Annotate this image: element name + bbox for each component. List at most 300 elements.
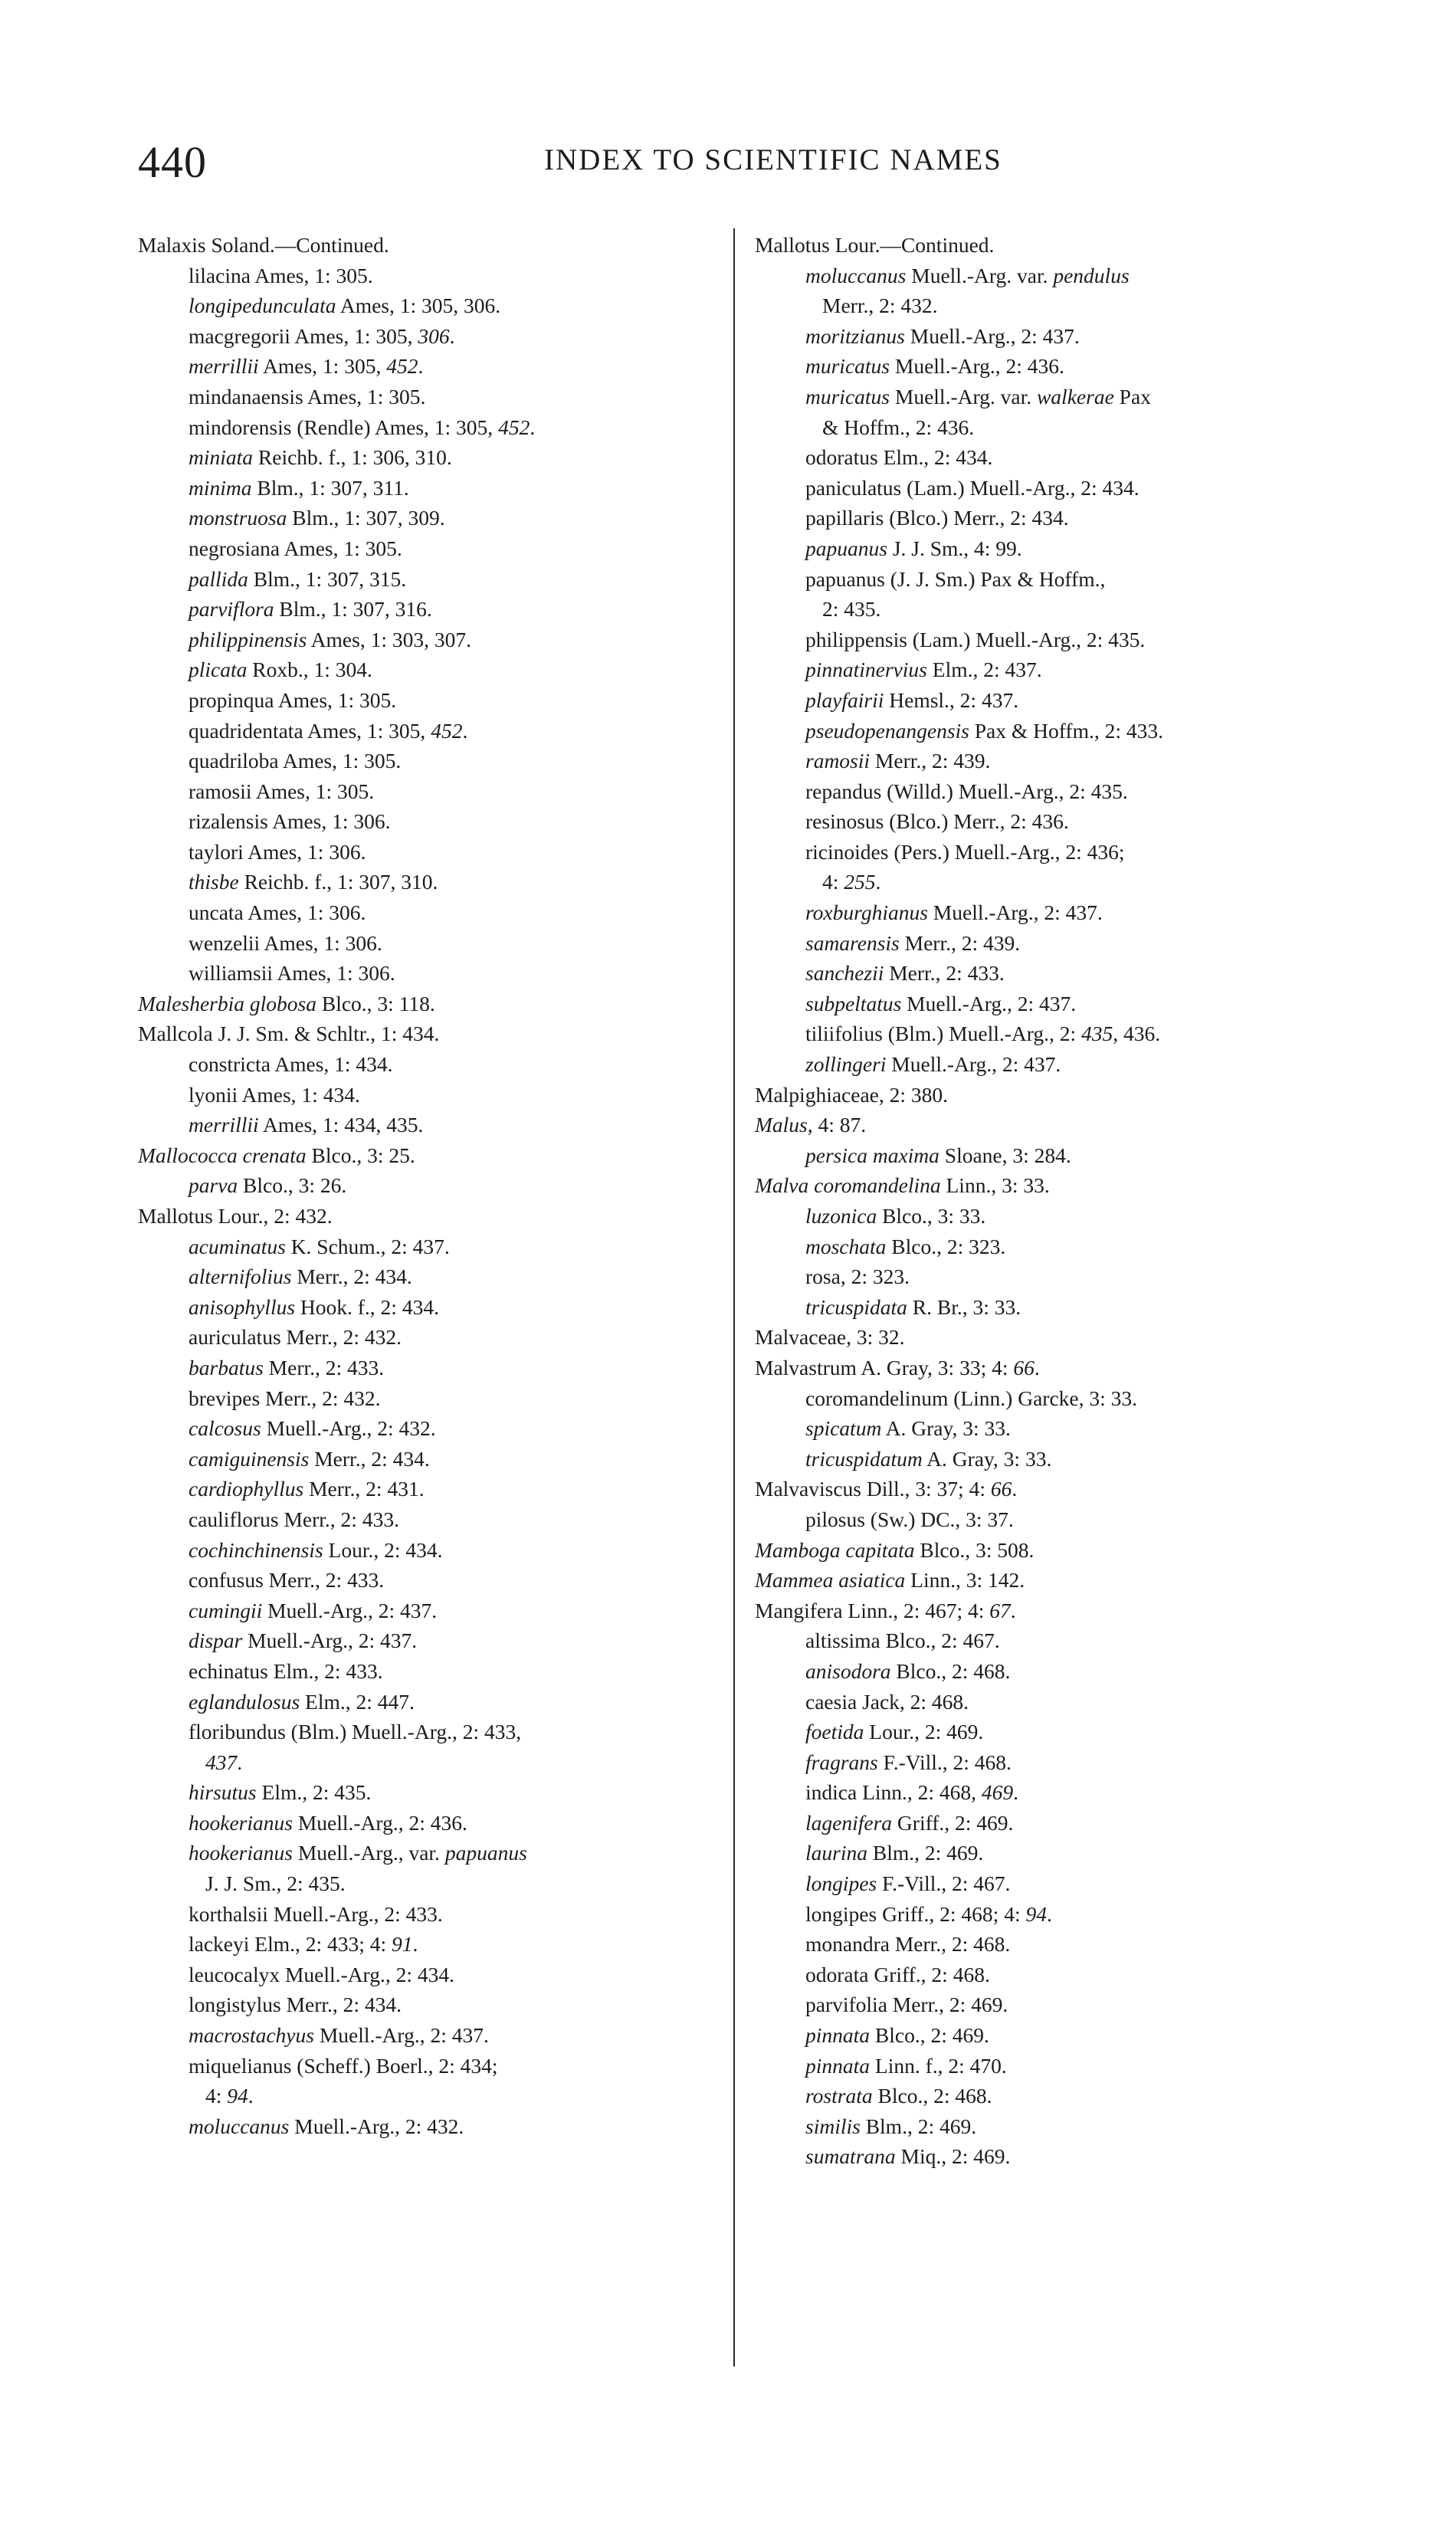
- index-entry: [755, 594, 1368, 625]
- index-entry: [755, 564, 1368, 595]
- entry-text: Blco., 2: 323.: [886, 1234, 1006, 1258]
- entry-text: Merr., 2: 433.: [884, 961, 1005, 986]
- index-heading-entry: [755, 1170, 1368, 1201]
- entry-text: Blco., 3: 508.: [914, 1537, 1035, 1562]
- entry-text: cochinchinensis: [189, 1537, 323, 1562]
- entry-text: Malvaviscus Dill., 3: 37; 4:: [755, 1477, 991, 1501]
- index-entry: [755, 351, 1368, 382]
- index-entry: [755, 1656, 1368, 1687]
- index-entry: [755, 503, 1368, 533]
- index-entry: [138, 1960, 728, 1990]
- index-entry: [138, 594, 728, 625]
- entry-text: Merr., 2: 439.: [899, 930, 1021, 955]
- index-column-left: [138, 230, 728, 2141]
- entry-text: 94: [1025, 1901, 1047, 1926]
- index-entry: [755, 897, 1368, 928]
- page-number: 440: [138, 137, 207, 187]
- index-entry: [138, 533, 728, 564]
- index-entry: [755, 1049, 1368, 1080]
- entry-text: Merr., 2: 439.: [870, 749, 991, 773]
- entry-text: ramosii Ames, 1: 305.: [189, 779, 375, 803]
- entry-text: , 4: 87.: [807, 1113, 867, 1137]
- entry-text: mindorensis (Rendle) Ames, 1: 305,: [189, 415, 499, 439]
- column-divider: [733, 228, 735, 2367]
- entry-text: playfairii: [805, 687, 884, 712]
- index-entry: [138, 716, 728, 746]
- index-entry: [755, 412, 1368, 443]
- index-entry: [138, 382, 728, 412]
- entry-text: ricinoides (Pers.) Muell.-Arg., 2: 436;: [805, 839, 1125, 864]
- entry-text: auriculatus Merr., 2: 432.: [189, 1325, 402, 1350]
- entry-text: Mangifera Linn., 2: 467; 4:: [755, 1598, 990, 1622]
- index-entry: [138, 928, 728, 959]
- index-entry: [138, 261, 728, 291]
- entry-text: R. Br., 3: 33.: [907, 1294, 1021, 1319]
- index-entry: [755, 1201, 1368, 1232]
- entry-text: 66: [1013, 1355, 1035, 1379]
- entry-text: 306: [418, 323, 450, 348]
- entry-text: Blm., 1: 307, 315.: [248, 566, 407, 591]
- index-entry: [755, 442, 1368, 473]
- index-entry: [138, 1929, 728, 1960]
- entry-text: calcosus: [189, 1416, 261, 1441]
- index-heading-entry: [755, 1080, 1368, 1110]
- entry-text: uncata Ames, 1: 306.: [189, 900, 366, 925]
- entry-text: longipes: [805, 1871, 877, 1896]
- entry-text: Linn. f., 2: 470.: [870, 2053, 1007, 2078]
- index-entry: [755, 261, 1368, 291]
- entry-text: lyonii Ames, 1: 434.: [189, 1082, 360, 1107]
- entry-text: ramosii: [805, 749, 871, 773]
- index-entry: [755, 867, 1368, 897]
- entry-text: luzonica: [805, 1204, 877, 1228]
- entry-text: 452: [386, 354, 418, 379]
- index-entry: [138, 442, 728, 473]
- index-entry: [138, 1777, 728, 1808]
- entry-text: moschata: [805, 1234, 887, 1258]
- entry-text: J. J. Sm., 4: 99.: [887, 536, 1022, 560]
- index-entry: [138, 1899, 728, 1930]
- index-heading-entry: [755, 1474, 1368, 1504]
- entry-text: Blco., 3: 25.: [306, 1143, 415, 1167]
- entry-text: Muell.-Arg., 2: 437.: [886, 1052, 1061, 1077]
- index-entry: [138, 1596, 728, 1626]
- entry-text: Blm., 1: 307, 309.: [287, 506, 445, 530]
- entry-text: mindanaensis Ames, 1: 305.: [189, 384, 426, 408]
- entry-text: papuanus: [805, 536, 887, 560]
- index-entry: [755, 806, 1368, 837]
- entry-text: F.-Vill., 2: 467.: [877, 1871, 1011, 1896]
- entry-text: muricatus: [805, 384, 890, 408]
- index-heading-entry: [755, 1535, 1368, 1566]
- entry-text: longipes Griff., 2: 468; 4:: [805, 1901, 1026, 1926]
- entry-text: roxburghianus: [805, 900, 928, 925]
- entry-text: williamsii Ames, 1: 306.: [189, 961, 395, 986]
- entry-text: Blco., 3: 26.: [238, 1173, 347, 1198]
- entry-text: eglandulosus: [189, 1689, 300, 1714]
- entry-text: Elm., 2: 437.: [926, 658, 1042, 682]
- index-entry: [755, 837, 1368, 868]
- entry-text: 437: [205, 1750, 238, 1774]
- entry-text: .: [1034, 1355, 1040, 1379]
- entry-text: Merr., 2: 431.: [303, 1477, 425, 1501]
- entry-text: papuanus: [444, 1841, 527, 1865]
- entry-text: rosa, 2: 323.: [805, 1264, 910, 1289]
- entry-text: Linn., 3: 142.: [905, 1568, 1025, 1593]
- entry-text: Muell.-Arg., 2: 437.: [313, 2023, 489, 2048]
- entry-text: longistylus Merr., 2: 434.: [189, 1993, 402, 2017]
- index-entry: [138, 1383, 728, 1414]
- entry-text: Muell.-Arg., var.: [292, 1841, 445, 1865]
- entry-text: pallida: [189, 566, 248, 591]
- index-entry: [755, 1261, 1368, 1292]
- entry-text: Elm., 2: 447.: [300, 1689, 415, 1714]
- entry-text: Merr., 2: 434.: [309, 1446, 430, 1471]
- entry-text: floribundus (Blm.) Muell.-Arg., 2: 433,: [189, 1720, 522, 1744]
- entry-text: tricuspidatum: [805, 1446, 923, 1471]
- entry-text: Muell.-Arg., 2: 436.: [292, 1810, 467, 1835]
- entry-text: monandra Merr., 2: 468.: [805, 1932, 1011, 1957]
- index-entry: [755, 1018, 1368, 1049]
- index-entry: [138, 412, 728, 443]
- entry-text: laurina: [805, 1841, 867, 1865]
- index-entry: [138, 1080, 728, 1110]
- entry-text: quadriloba Ames, 1: 305.: [189, 749, 402, 773]
- entry-text: .: [449, 323, 455, 348]
- entry-text: taylori Ames, 1: 306.: [189, 839, 366, 864]
- entry-text: Muell.-Arg. var.: [890, 384, 1037, 408]
- index-entry: [138, 1687, 728, 1717]
- entry-text: tiliifolius (Blm.) Muell.-Arg., 2:: [805, 1022, 1082, 1046]
- index-entry: [755, 473, 1368, 504]
- index-entry: [138, 1474, 728, 1504]
- entry-text: A. Gray, 3: 33.: [922, 1446, 1052, 1471]
- entry-text: walkerae: [1036, 384, 1114, 408]
- entry-text: constricta Ames, 1: 434.: [189, 1052, 393, 1077]
- index-entry: [755, 1413, 1368, 1444]
- index-entry: [755, 290, 1368, 321]
- entry-text: plicata: [189, 658, 248, 682]
- entry-text: philippensis (Lam.) Muell.-Arg., 2: 435.: [805, 627, 1146, 651]
- index-entry: [755, 1808, 1368, 1839]
- entry-text: Hemsl., 2: 437.: [884, 687, 1019, 712]
- entry-text: J. J. Sm., 2: 435.: [205, 1871, 346, 1896]
- entry-text: Blco., 2: 469.: [870, 2023, 989, 2048]
- index-heading-entry: [138, 1018, 728, 1049]
- index-heading-entry: [755, 1110, 1368, 1140]
- entry-text: similis: [805, 2114, 861, 2138]
- index-heading-entry: [138, 1140, 728, 1171]
- entry-text: Malva coromandelina: [755, 1173, 941, 1198]
- index-entry: [755, 321, 1368, 352]
- index-entry: [755, 989, 1368, 1019]
- entry-text: moluccanus: [189, 2114, 290, 2138]
- index-entry: [755, 1717, 1368, 1747]
- entry-text: Pax: [1113, 384, 1151, 408]
- index-entry: [138, 1444, 728, 1474]
- entry-text: Malaxis Soland.—Continued.: [138, 233, 389, 257]
- index-entry: [755, 958, 1368, 989]
- entry-text: .: [1013, 1780, 1019, 1805]
- index-entry: [755, 1292, 1368, 1323]
- entry-text: hookerianus: [189, 1841, 293, 1865]
- entry-text: philippinensis: [189, 627, 307, 651]
- index-heading-entry: [755, 1353, 1368, 1383]
- index-entry: [138, 2111, 728, 2142]
- entry-text: Blco., 3: 118.: [316, 991, 435, 1015]
- entry-text: papillaris (Blco.) Merr., 2: 434.: [805, 506, 1069, 530]
- index-entry: [138, 625, 728, 655]
- entry-text: parva: [189, 1173, 238, 1198]
- entry-text: minima: [189, 475, 252, 500]
- index-entry: [755, 1929, 1368, 1960]
- index-entry: [755, 1140, 1368, 1171]
- entry-text: .: [530, 415, 536, 439]
- entry-text: Blco., 2: 468.: [872, 2084, 992, 2108]
- index-column-right: [755, 230, 1368, 2172]
- index-entry: [138, 2051, 728, 2081]
- entry-text: foetida: [805, 1720, 864, 1744]
- entry-text: F.-Vill., 2: 468.: [877, 1750, 1012, 1774]
- entry-text: rostrata: [805, 2084, 873, 2108]
- index-entry: [138, 321, 728, 352]
- index-entry: [755, 654, 1368, 685]
- entry-text: .: [237, 1750, 243, 1774]
- entry-text: Malus: [755, 1113, 808, 1137]
- index-entry: [755, 1989, 1368, 2020]
- entry-text: rizalensis Ames, 1: 306.: [189, 809, 391, 834]
- entry-text: miniata: [189, 445, 254, 470]
- index-entry: [138, 1322, 728, 1353]
- entry-text: persica maxima: [805, 1143, 940, 1167]
- index-entry: [138, 1049, 728, 1080]
- entry-text: pinnata: [805, 2053, 871, 2078]
- entry-text: Blco., 2: 468.: [890, 1658, 1011, 1683]
- entry-text: echinatus Elm., 2: 433.: [189, 1658, 383, 1683]
- entry-text: Pax & Hoffm., 2: 433.: [969, 718, 1163, 743]
- index-entry: [755, 1504, 1368, 1535]
- index-entry: [138, 746, 728, 776]
- entry-text: pseudopenangensis: [805, 718, 969, 743]
- entry-text: Merr., 2: 432.: [822, 294, 938, 318]
- index-entry: [755, 2141, 1368, 2172]
- entry-text: Muell.-Arg., 2: 437.: [242, 1629, 418, 1653]
- entry-text: odorata Griff., 2: 468.: [805, 1962, 990, 1986]
- entry-text: Ames, 1: 305, 306.: [336, 294, 501, 318]
- index-entry: [755, 928, 1368, 959]
- page-header: [138, 136, 1103, 205]
- entry-text: pinnata: [805, 2023, 871, 2048]
- entry-text: Blco., 3: 33.: [877, 1204, 986, 1228]
- entry-text: merrillii: [189, 354, 259, 379]
- entry-text: pilosus (Sw.) DC., 3: 37.: [805, 1507, 1014, 1531]
- index-entry: [755, 382, 1368, 412]
- index-entry: [138, 503, 728, 533]
- entry-text: quadridentata Ames, 1: 305,: [189, 718, 431, 743]
- entry-text: Mallococca crenata: [138, 1143, 307, 1167]
- entry-text: Sloane, 3: 284.: [939, 1143, 1071, 1167]
- entry-text: cardiophyllus: [189, 1477, 304, 1501]
- index-entry: [138, 1261, 728, 1292]
- index-entry: [138, 1565, 728, 1596]
- entry-text: fragrans: [805, 1750, 878, 1774]
- entry-text: cumingii: [189, 1598, 263, 1622]
- entry-text: Roxb., 1: 304.: [247, 658, 372, 682]
- entry-text: parviflora: [189, 597, 274, 622]
- index-entry: [138, 1232, 728, 1262]
- entry-text: .: [1046, 1901, 1052, 1926]
- entry-text: Muell.-Arg., 2: 437.: [262, 1598, 438, 1622]
- entry-text: indica Linn., 2: 468,: [805, 1780, 982, 1805]
- entry-text: altissima Blco., 2: 467.: [805, 1629, 1000, 1653]
- entry-text: odoratus Elm., 2: 434.: [805, 445, 993, 470]
- entry-text: lilacina Ames, 1: 305.: [189, 263, 373, 287]
- index-entry: [138, 867, 728, 897]
- index-entry: [138, 1868, 728, 1899]
- entry-text: Lour., 2: 469.: [864, 1720, 984, 1744]
- index-entry: [138, 654, 728, 685]
- entry-text: Hook. f., 2: 434.: [295, 1294, 439, 1319]
- entry-text: Miq., 2: 469.: [895, 2144, 1011, 2169]
- index-entry: [138, 1838, 728, 1868]
- entry-text: Linn., 3: 33.: [940, 1173, 1050, 1198]
- index-entry: [138, 1535, 728, 1566]
- index-entry: [755, 625, 1368, 655]
- index-entry: [755, 1383, 1368, 1414]
- entry-text: Muell.-Arg., 2: 432.: [261, 1416, 436, 1441]
- entry-text: 2: 435.: [822, 597, 881, 622]
- index-entry: [755, 2051, 1368, 2081]
- index-entry: [755, 2020, 1368, 2051]
- entry-text: Mallcola J. J. Sm. & Schltr., 1: 434.: [138, 1022, 440, 1046]
- entry-text: anisophyllus: [189, 1294, 296, 1319]
- index-entry: [138, 1292, 728, 1323]
- entry-text: miquelianus (Scheff.) Boerl., 2: 434;: [189, 2053, 498, 2078]
- entry-text: samarensis: [805, 930, 900, 955]
- index-entry: [755, 1444, 1368, 1474]
- entry-text: Muell.-Arg. var.: [906, 263, 1054, 287]
- index-entry: [138, 564, 728, 595]
- entry-text: subpeltatus: [805, 991, 902, 1015]
- entry-text: anisodora: [805, 1658, 891, 1683]
- index-entry: [138, 958, 728, 989]
- entry-text: paniculatus (Lam.) Muell.-Arg., 2: 434.: [805, 475, 1140, 500]
- entry-text: Blm., 1: 307, 311.: [251, 475, 409, 500]
- entry-text: caesia Jack, 2: 468.: [805, 1689, 969, 1714]
- entry-text: Ames, 1: 303, 307.: [307, 627, 471, 651]
- index-heading-entry: [138, 989, 728, 1019]
- entry-text: negrosiana Ames, 1: 305.: [189, 536, 402, 560]
- index-entry: [138, 1110, 728, 1140]
- entry-text: 4:: [822, 870, 844, 894]
- index-entry: [755, 533, 1368, 564]
- entry-text: Malvaceae, 3: 32.: [755, 1325, 905, 1350]
- index-entry: [138, 1504, 728, 1535]
- index-entry: [138, 897, 728, 928]
- entry-text: .: [1010, 1598, 1016, 1622]
- entry-text: spicatum: [805, 1416, 882, 1441]
- entry-text: lagenifera: [805, 1810, 893, 1835]
- index-entry: [138, 776, 728, 807]
- index-entry: [755, 716, 1368, 746]
- index-entry: [138, 351, 728, 382]
- index-entry: [755, 776, 1368, 807]
- entry-text: 67: [989, 1598, 1011, 1622]
- entry-text: propinqua Ames, 1: 305.: [189, 687, 397, 712]
- entry-text: .: [875, 870, 881, 894]
- entry-text: 66: [990, 1477, 1012, 1501]
- entry-text: 469: [981, 1780, 1014, 1805]
- index-entry: [138, 1808, 728, 1839]
- entry-text: dispar: [189, 1629, 243, 1653]
- entry-text: 435: [1081, 1022, 1113, 1046]
- index-entry: [138, 2081, 728, 2111]
- index-entry: [138, 290, 728, 321]
- index-entry: [138, 1625, 728, 1656]
- index-entry: [138, 806, 728, 837]
- entry-text: 94: [227, 2084, 248, 2108]
- index-heading-entry: [138, 1201, 728, 1232]
- index-entry: [755, 2111, 1368, 2142]
- entry-text: Griff., 2: 469.: [892, 1810, 1014, 1835]
- entry-text: acuminatus: [189, 1234, 286, 1258]
- entry-text: .: [1012, 1477, 1018, 1501]
- entry-text: repandus (Willd.) Muell.-Arg., 2: 435.: [805, 779, 1128, 803]
- entry-text: hookerianus: [189, 1810, 293, 1835]
- entry-text: camiguinensis: [189, 1446, 310, 1471]
- entry-text: wenzelii Ames, 1: 306.: [189, 930, 382, 955]
- entry-text: Mallotus Lour.—Continued.: [755, 233, 995, 257]
- entry-text: Muell.-Arg., 2: 437.: [901, 991, 1077, 1015]
- entry-text: barbatus: [189, 1355, 264, 1379]
- index-entry: [138, 1989, 728, 2020]
- entry-text: Muell.-Arg., 2: 432.: [289, 2114, 464, 2138]
- entry-text: coromandelinum (Linn.) Garcke, 3: 33.: [805, 1386, 1137, 1410]
- index-entry: [138, 837, 728, 868]
- entry-text: 452: [498, 415, 530, 439]
- entry-text: .: [412, 1932, 418, 1957]
- entry-text: moritzianus: [805, 323, 905, 348]
- entry-text: lackeyi Elm., 2: 433; 4:: [189, 1932, 392, 1957]
- entry-text: alternifolius: [189, 1264, 292, 1289]
- entry-text: Muell.-Arg., 2: 437.: [927, 900, 1103, 925]
- index-entry: [755, 1625, 1368, 1656]
- index-entry: [138, 1353, 728, 1383]
- entry-text: sanchezii: [805, 961, 884, 986]
- entry-text: Reichb. f., 1: 306, 310.: [253, 445, 452, 470]
- entry-text: Merr., 2: 433.: [263, 1355, 385, 1379]
- entry-text: macrostachyus: [189, 2023, 314, 2048]
- entry-text: longipedunculata: [189, 294, 336, 318]
- entry-text: .: [418, 354, 424, 379]
- entry-text: 4:: [205, 2084, 228, 2108]
- index-heading-entry: [755, 1322, 1368, 1353]
- entry-text: Elm., 2: 435.: [256, 1780, 372, 1805]
- entry-text: Malpighiaceae, 2: 380.: [755, 1082, 948, 1107]
- index-entry: [755, 1960, 1368, 1990]
- entry-text: pendulus: [1053, 263, 1130, 287]
- index-entry: [138, 2020, 728, 2051]
- index-heading-entry: [755, 1565, 1368, 1596]
- entry-text: Blm., 1: 307, 316.: [274, 597, 432, 622]
- entry-text: moluccanus: [805, 263, 907, 287]
- entry-text: brevipes Merr., 2: 432.: [189, 1386, 381, 1410]
- entry-text: muricatus: [805, 354, 890, 379]
- index-heading-entry: [755, 1596, 1368, 1626]
- entry-text: 255: [844, 870, 876, 894]
- index-entry: [138, 685, 728, 716]
- index-entry: [138, 1170, 728, 1201]
